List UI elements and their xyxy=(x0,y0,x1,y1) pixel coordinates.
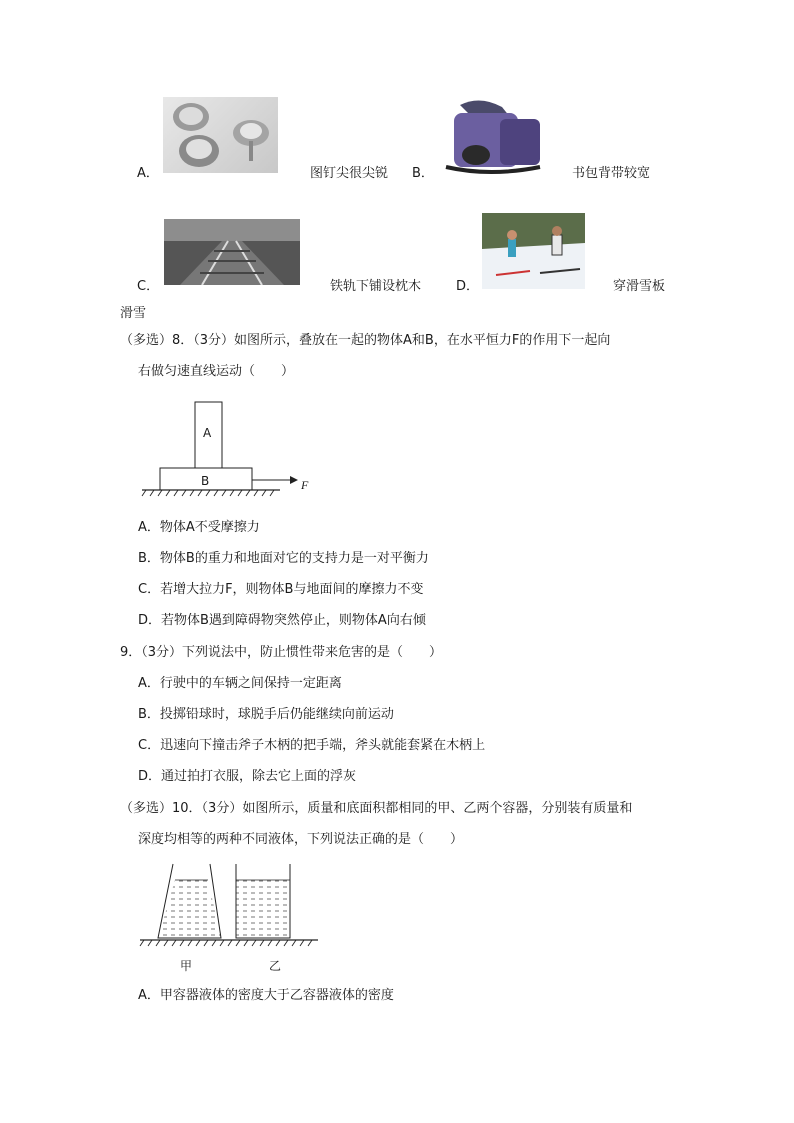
railway-photo-icon xyxy=(164,219,300,285)
q8-block-a-label: A xyxy=(203,426,212,440)
q8-option-c: C．若增大拉力F，则物体B与地面间的摩擦力不变 xyxy=(138,582,424,597)
q8-block-b-label: B xyxy=(201,474,210,488)
q8-force-label: F xyxy=(301,478,309,492)
thumbtack-photo-icon xyxy=(163,97,278,173)
q9-stem: 9．（3分）下列说法中，防止惯性带来危害的是（ ） xyxy=(120,645,443,660)
q7-option-c-letter: C． xyxy=(137,279,160,294)
q8-figure xyxy=(140,400,340,500)
q9-option-a: A．行驶中的车辆之间保持一定距离 xyxy=(138,676,342,691)
q7-option-b-letter: B． xyxy=(412,166,434,181)
q9-option-c: C．迅速向下撞击斧子木柄的把手端，斧头就能套紧在木柄上 xyxy=(138,738,486,753)
q10-option-a: A．甲容器液体的密度大于乙容器液体的密度 xyxy=(138,988,394,1003)
backpack-photo-icon xyxy=(440,97,546,175)
q10-stem-line2: 深度均相等的两种不同液体，下列说法正确的是（ ） xyxy=(138,832,464,847)
q8-stem-line1: （多选）8．（3分）如图所示，叠放在一起的物体A和B，在水平恒力F的作用下一起向 xyxy=(120,333,611,348)
q7-option-a-letter: A． xyxy=(137,166,159,181)
q7-option-d-letter: D． xyxy=(456,279,480,294)
q10-container-jia-label: 甲 xyxy=(180,959,193,973)
q9-option-d: D．通过拍打衣服，除去它上面的浮灰 xyxy=(138,769,357,784)
q10-figure xyxy=(138,860,338,975)
q9-option-b: B．投掷铅球时，球脱手后仍能继续向前运动 xyxy=(138,707,394,722)
q10-stem-line1: （多选）10．（3分）如图所示，质量和底面积都相同的甲、乙两个容器，分别装有质量和 xyxy=(120,801,633,816)
q7-option-d-caption-cont: 滑雪 xyxy=(120,306,147,321)
q8-option-d: D．若物体B遇到障碍物突然停止，则物体A向右倾 xyxy=(138,613,426,628)
q7-option-d-caption: 穿滑雪板 xyxy=(613,279,666,294)
q7-option-a-caption: 图钉尖很尖锐 xyxy=(310,166,389,181)
q8-option-a: A．物体A不受摩擦力 xyxy=(138,520,260,535)
skiing-photo-icon xyxy=(482,213,585,289)
q8-stem-line2: 右做匀速直线运动（ ） xyxy=(138,364,295,379)
q10-container-yi-label: 乙 xyxy=(269,959,282,973)
q8-option-b: B．物体B的重力和地面对它的支持力是一对平衡力 xyxy=(138,551,429,566)
q7-option-c-caption: 铁轨下铺设枕木 xyxy=(330,279,422,294)
q7-option-b-caption: 书包背带较宽 xyxy=(572,166,651,181)
